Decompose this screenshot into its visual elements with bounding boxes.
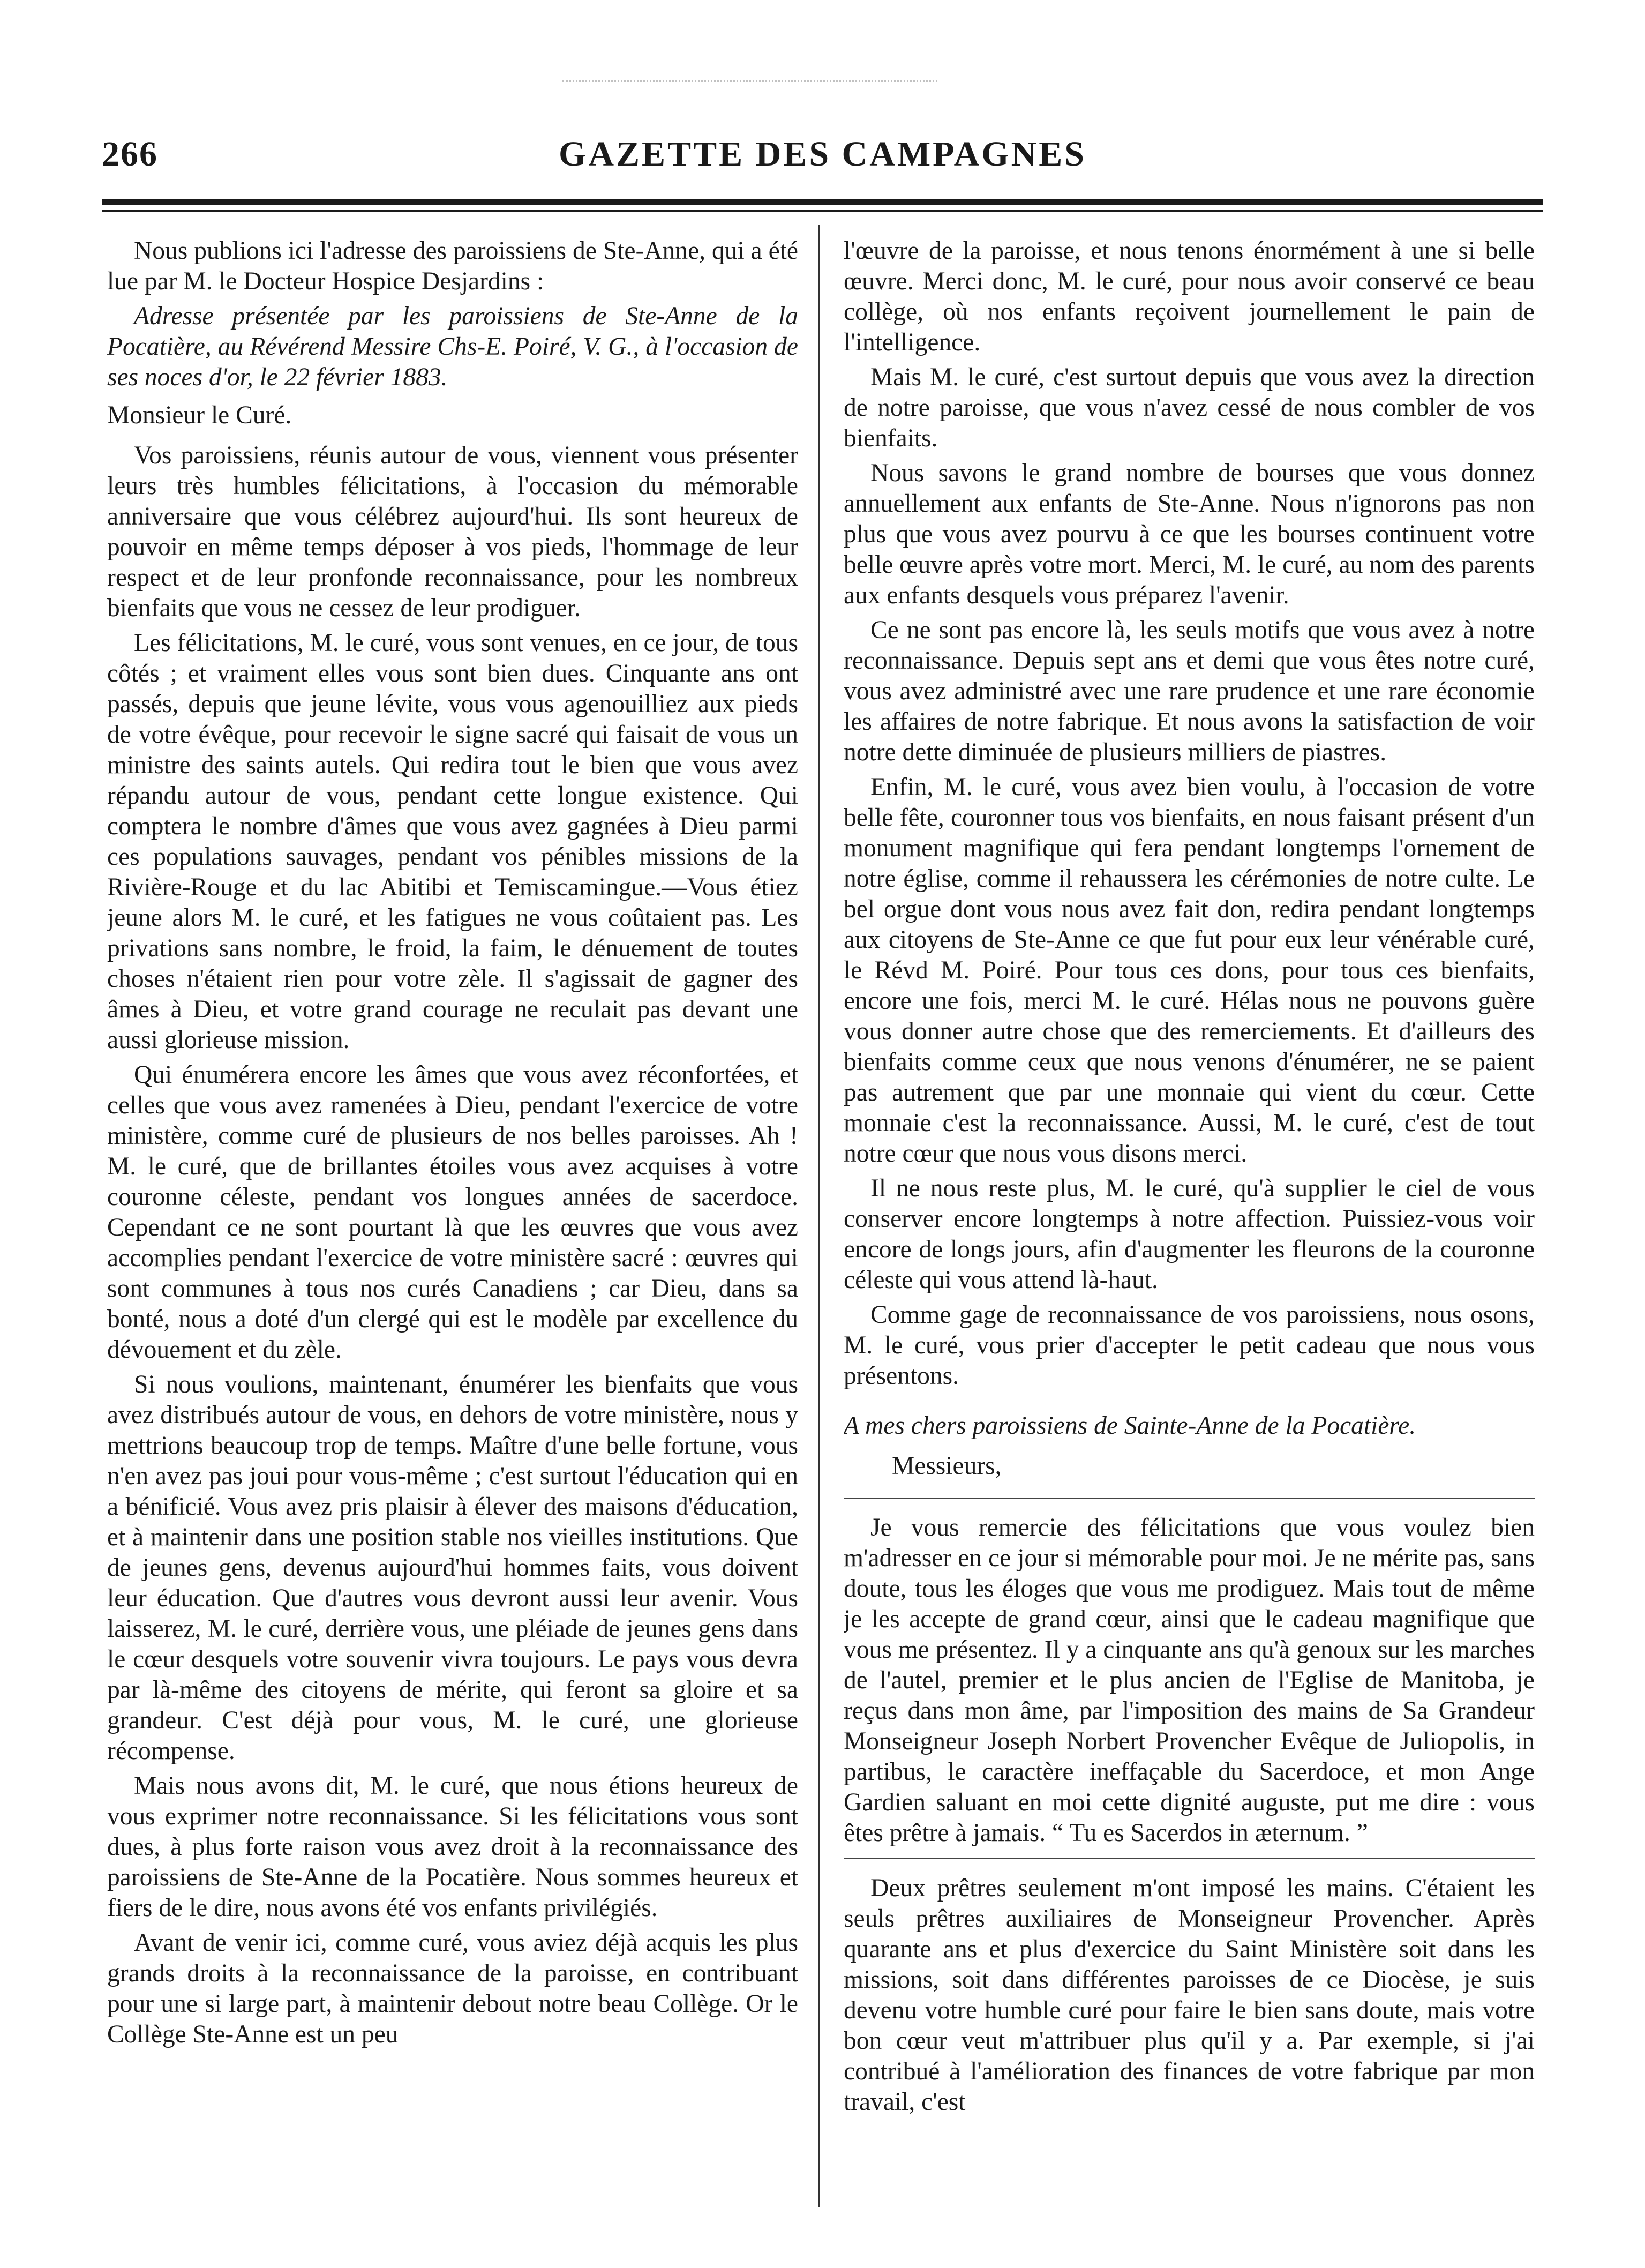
reply-heading: A mes chers paroissiens de Sainte-Anne de la Pocatière. xyxy=(844,1412,1416,1440)
reply-paragraph: Deux prêtres seulement m'ont imposé les mains. C'étaient les seuls prêtres auxiliaires de Monseigneur Provencher. Après quarante ans et plus d'exercice du Saint Ministère soit dans les missions, soit dans différentes paroisses de ce Diocèse, je suis devenu votre humble curé pour faire le bien sans doute, mais votre bon cœur veut m'attribuer plus qu'il y a. Par exemple, si j'ai contribué à l'amélioration des finances de votre fabrique par mon travail, c'est xyxy=(844,1874,1535,2116)
paragraph: Si nous voulions, maintenant, énumérer les bienfaits que vous avez distribués autour de vous, en dehors de votre ministère, nous y mettrions beaucoup trop de temps. Maître d'une belle fortune, vous n'en avez pas joui pour vous-même ; c'est surtout l'éducation qui en a bénificié. Vous avez pris plaisir à élever des maisons d'éducation, et à maintenir dans une position stable nos vieilles institutions. Que de jeunes gens, devenus aujourd'hui hommes faits, vous doivent leur éducation. Que d'autres vous devront aussi leur avenir. Vous laisserez, M. le curé, derrière vous, une pléiade de jeunes gens dans le cœur desquels votre souvenir vivra toujours. Le pays vous devra par là-même des citoyens de mérite, qui feront sa gloire et sa grandeur. C'est déjà pour vous, M. le curé, une glorieuse récompense. xyxy=(107,1371,798,1765)
reply-salutation: Messieurs, xyxy=(892,1452,1002,1480)
column-divider xyxy=(818,225,820,2207)
page-number: 266 xyxy=(102,134,158,174)
paragraph: Qui énumérera encore les âmes que vous avez réconfortées, et celles que vous avez ramenées à Dieu, pendant l'exercice de votre ministère, comme curé de plusieurs de nos belles paroisses. Ah ! M. le curé, que de brillantes étoiles vous avez acquises à votre couronne céleste, pendant vos longues années de sacerdoce. Cependant ce ne sont pourtant là que les œuvres que vous avez accomplies pendant l'exercice de votre ministère sacré : œuvres qui sont communes à tous nos curés Canadiens ; car Dieu, dans sa bonté, nous a doté d'un clergé qui est le modèle par excellence du dévouement et du zèle. xyxy=(107,1061,798,1364)
running-title: GAZETTE DES CAMPAGNES xyxy=(559,134,1086,174)
paragraph: Il ne nous reste plus, M. le curé, qu'à supplier le ciel de vous conserver encore longtemps à notre affection. Puissiez-vous voir encore de longs jours, afin d'augmenter les fleurons de la couronne céleste qui vous attend là-haut. xyxy=(844,1174,1535,1294)
right-column xyxy=(844,236,1535,2207)
header-rule-thick xyxy=(102,199,1543,205)
page-header xyxy=(102,134,1543,193)
paragraph: Enfin, M. le curé, vous avez bien voulu, à l'occasion de votre belle fête, couronner tous vos bienfaits, en nous faisant présent d'un monument magnifique qui fera pendant longtemps l'ornement de notre église, comme il rehaussera les cérémonies de notre culte. Le bel orgue dont vous nous avez fait don, redira pendant longtemps aux citoyens de Ste-Anne ce que fut pour eux leur vénérable curé, le Révd M. Poiré. Pour tous ces dons, pour tous ces bienfaits, encore une fois, merci M. le curé. Hélas nous ne pouvons guère vous donner autre chose que des remerciements. Et d'ailleurs des bienfaits comme ceux que nous venons d'énumérer, ne se paient pas autrement que par une monnaie qui vient du cœur. Cette monnaie c'est la reconnaissance. Aussi, M. le curé, c'est de tout notre cœur que nous vous disons merci. xyxy=(844,773,1535,1167)
paragraph: Vos paroissiens, réunis autour de vous, viennent vous présenter leurs très humbles félicitations, à l'occasion du mémorable anniversaire que vous célébrez aujourd'hui. Ils sont heureux de pouvoir en même temps déposer à vos pieds, l'hommage de leur respect et de leur pronfonde reconnaissance, pour les nombreux bienfaits que vous ne cessez de leur prodiguer. xyxy=(107,441,798,622)
header-rule-thin xyxy=(102,210,1543,212)
paragraph: Mais nous avons dit, M. le curé, que nous étions heureux de vous exprimer notre reconnaissance. Si les félicitations vous sont dues, à plus forte raison vous avez droit à la reconnaissance des paroissiens de Ste-Anne de la Pocatière. Nous sommes heureux et fiers de le dire, nous avons été vos enfants privilégiés. xyxy=(107,1772,798,1922)
intro-paragraph: Nous publions ici l'adresse des paroissiens de Ste-Anne, qui a été lue par M. le Docteur Hospice Desjardins : xyxy=(107,237,798,295)
scan-artifact xyxy=(562,80,937,98)
paragraph: l'œuvre de la paroisse, et nous tenons énormément à une si belle œuvre. Merci donc, M. le curé, pour nous avoir conservé ce beau collège, où nos enfants reçoivent journellement le pain de l'intelligence. xyxy=(844,237,1535,356)
paragraph: Comme gage de reconnaissance de vos paroissiens, nous osons, M. le curé, vous prier d'accepter le petit cadeau que nous vous présentons. xyxy=(844,1301,1535,1390)
paragraph: Avant de venir ici, comme curé, vous aviez déjà acquis les plus grands droits à la reconnaissance de la paroisse, en contribuant pour une si large part, à maintenir debout notre beau Collège. Or le Collège Ste-Anne est un peu xyxy=(107,1929,798,2048)
paragraph: Les félicitations, M. le curé, vous sont venues, en ce jour, de tous côtés ; et vraiment elles vous sont bien dues. Cinquante ans ont passés, depuis que jeune lévite, vous vous agenouilliez aux pieds de votre évêque, pour recevoir le signe sacré qui faisait de vous un ministre des saints autels. Qui redira tout le bien que vous avez répandu autour de vous, pendant cette longue existence. Qui comptera le nombre d'âmes que vous avez gagnées à Dieu parmi ces populations sauvages, pendant vos pénibles missions de la Rivière-Rouge et du lac Abitibi et Temiscamingue.—Vous étiez jeune alors M. le curé, et les fatigues ne vous coûtaient pas. Les privations sans nombre, le froid, la faim, le dénuement de toutes choses n'étaient rien pour votre zèle. Il s'agissait de gagner des âmes à Dieu, et votre grand courage ne reculait pas devant une aussi glorieuse mission. xyxy=(107,629,798,1054)
left-column xyxy=(107,236,798,2207)
separator-line xyxy=(844,1498,1535,1499)
paragraph: Mais M. le curé, c'est surtout depuis que vous avez la direction de notre paroisse, que vous n'avez cessé de nous combler de vos bienfaits. xyxy=(844,363,1535,452)
separator-line xyxy=(844,1858,1535,1859)
paragraph: Nous savons le grand nombre de bourses que vous donnez annuellement aux enfants de Ste-Anne. Nous n'ignorons pas non plus que vous avez pourvu à ce que les bourses continuent votre belle œuvre après votre mort. Merci, M. le curé, au nom des parents aux enfants desquels vous préparez l'avenir. xyxy=(844,459,1535,609)
address-title: Adresse présentée par les paroissiens de Ste-Anne de la Pocatière, au Révérend Messire Chs-E. Poiré, V. G., à l'occasion de ses noces d'or, le 22 février 1883. xyxy=(107,302,798,391)
salutation: Monsieur le Curé. xyxy=(107,401,292,429)
reply-paragraph: Je vous remercie des félicitations que vous voulez bien m'adresser en ce jour si mémorable pour moi. Je ne mérite pas, sans doute, tous les éloges que vous me prodiguez. Mais tout de même je les accepte de grand cœur, ainsi que le cadeau magnifique que vous me présentez. Il y a cinquante ans qu'à genoux sur les marches de l'autel, premier et le plus ancien de l'Eglise de Manitoba, je reçus dans mon âme, par l'imposition des mains de Sa Grandeur Monseigneur Joseph Norbert Provencher Evêque de Juliopolis, in partibus, le caractère ineffaçable du Sacerdoce, et mon Ange Gardien saluant en moi cette dignité auguste, put me dire : vous êtes prêtre à jamais. “ Tu es Sacerdos in æternum. ” xyxy=(844,1514,1535,1847)
paragraph: Ce ne sont pas encore là, les seuls motifs que vous avez à notre reconnaissance. Depuis sept ans et demi que vous êtes notre curé, vous avez administré avec une rare prudence et une rare économie les affaires de notre fabrique. Et nous avons la satisfaction de voir notre dette diminuée de plusieurs milliers de piastres. xyxy=(844,616,1535,766)
